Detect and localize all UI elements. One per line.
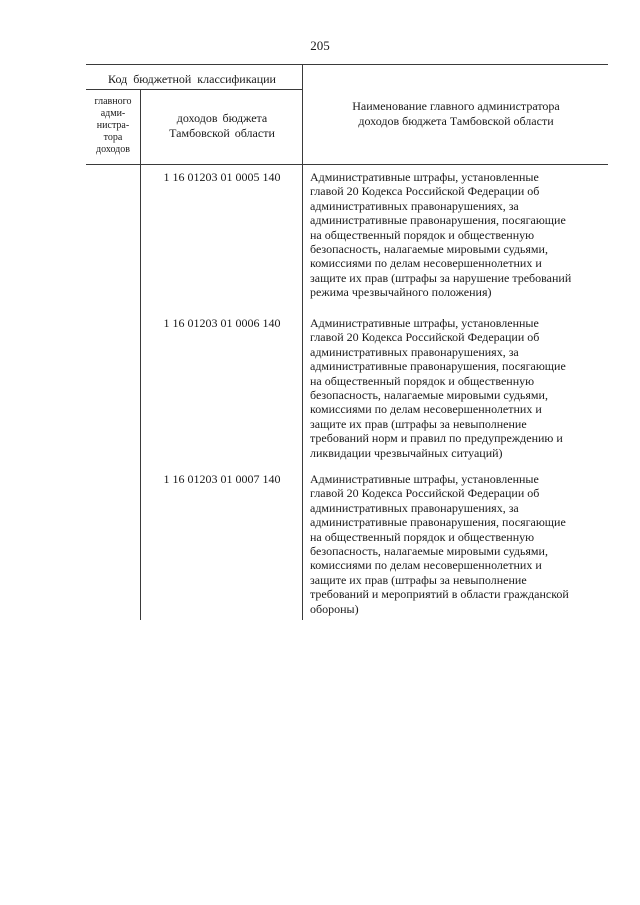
description-line: Административные штрафы, установленные <box>310 316 539 330</box>
description-line: Административные штрафы, установленные <box>310 170 539 184</box>
description-line: административных правонарушениях, за <box>310 344 519 359</box>
table-row-code: 1 16 01203 01 0005 140 <box>163 170 281 184</box>
header-administrator-name <box>304 99 608 129</box>
table-row-description <box>310 316 606 460</box>
header-admin-line: доходов <box>96 144 130 155</box>
description-line: главой 20 Кодекса Российской Федерации об <box>310 184 540 199</box>
description-line: административных правонарушениях, за <box>310 500 519 515</box>
description-line: комиссиями по делам несовершеннолетних и <box>310 256 542 271</box>
header-admin-line: адми- <box>100 108 126 119</box>
description-line: комиссиями по делам несовершеннолетних и <box>310 402 542 417</box>
description-line: главой 20 Кодекса Российской Федерации об <box>310 330 540 345</box>
description-line: Административные штрафы, установленные <box>310 472 539 486</box>
description-line: административные правонарушения, посягающие <box>310 515 566 530</box>
admin-column-divider <box>140 89 141 620</box>
group-header-divider <box>86 89 302 90</box>
header-name-line: Наименование главного администратора <box>352 99 560 113</box>
description-line: защите их прав (штрафы за нарушение требований <box>310 270 572 285</box>
description-line: административные правонарушения, посягающие <box>310 213 566 228</box>
description-line: требований и мероприятий в области гражданской <box>310 587 569 602</box>
description-line: административных правонарушениях, за <box>310 198 519 213</box>
description-line: на общественный порядок и общественную <box>310 227 535 242</box>
description-line: безопасность, налагаемые мировыми судьями, <box>310 388 548 403</box>
header-admin-line: тора <box>103 132 123 143</box>
table-row-code: 1 16 01203 01 0007 140 <box>163 472 281 486</box>
header-budget-classification-code: Код бюджетной классификации <box>108 72 276 86</box>
page-number: 205 <box>310 38 330 53</box>
header-admin-line: главного <box>94 96 132 107</box>
description-line: безопасность, налагаемые мировыми судьями, <box>310 544 548 559</box>
table-top-border <box>86 64 608 65</box>
description-line: защите их прав (штрафы за невыполнение <box>310 572 527 587</box>
description-line: на общественный порядок и общественную <box>310 373 535 388</box>
header-admin-line: нистра- <box>96 120 130 131</box>
description-line: режима чрезвычайного положения) <box>310 285 492 300</box>
table-row-code: 1 16 01203 01 0006 140 <box>163 316 281 330</box>
description-line: административные правонарушения, посягающие <box>310 359 566 374</box>
description-line: защите их прав (штрафы за невыполнение <box>310 416 527 431</box>
header-chief-administrator <box>86 96 140 156</box>
code-column-divider <box>302 64 303 620</box>
table-row-description <box>310 472 606 616</box>
table-row-description <box>310 170 606 300</box>
description-line: безопасность, налагаемые мировыми судьями, <box>310 242 548 257</box>
description-line: ликвидации чрезвычайных ситуаций) <box>310 445 503 460</box>
header-name-line: доходов бюджета Тамбовской области <box>358 114 554 128</box>
description-line: на общественный порядок и общественную <box>310 529 535 544</box>
header-income-line: доходов бюджета <box>176 111 268 125</box>
description-line: требований норм и правил по предупреждению и <box>310 431 563 446</box>
description-line: обороны) <box>310 601 359 616</box>
description-line: комиссиями по делам несовершеннолетних и <box>310 558 542 573</box>
header-income-line: Тамбовской области <box>169 126 275 140</box>
header-bottom-border <box>86 164 608 165</box>
header-regional-budget-income <box>142 111 302 141</box>
description-line: главой 20 Кодекса Российской Федерации об <box>310 486 540 501</box>
